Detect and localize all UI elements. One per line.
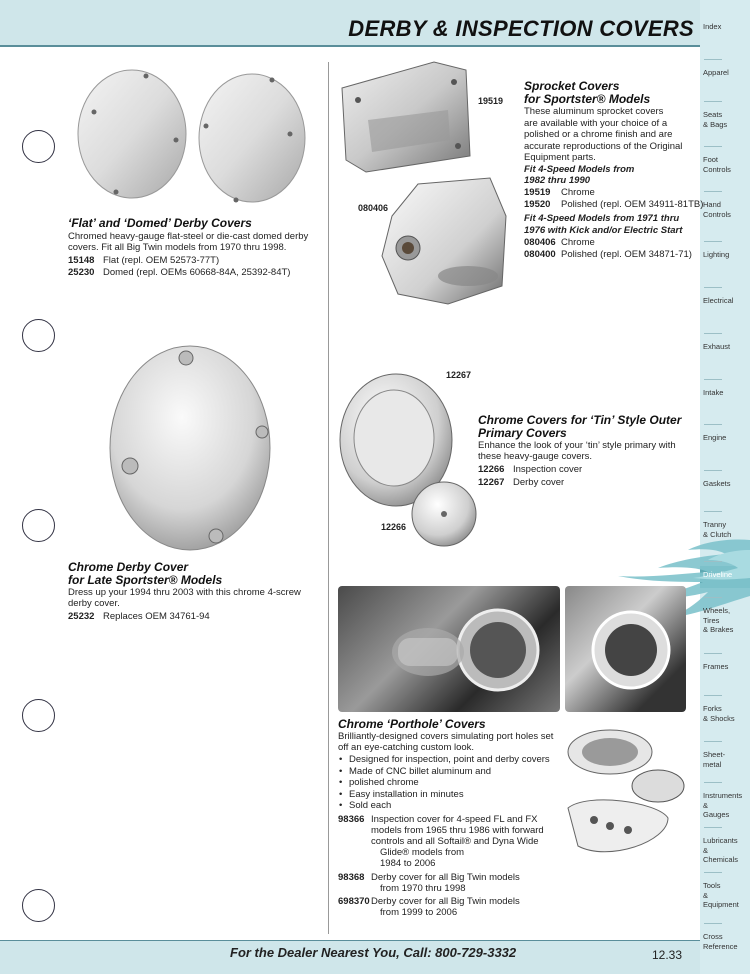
tab-divider [704,424,722,425]
image-label: 12266 [381,522,407,532]
image-label: 080406 [358,203,389,213]
tab-divider [704,827,722,828]
part-item [338,872,568,894]
sidebar-tab-label: Reference [703,941,738,951]
part-code: 98366 [338,814,365,825]
part-item: 12267 Derby cover [478,477,565,488]
tab-divider [704,287,722,288]
sidebar-tab-label: Intake [703,388,724,397]
part-desc [371,814,556,869]
sidebar-tab[interactable] [703,662,748,672]
sidebar-tab-label: Foot [703,155,719,164]
sidebar-tab-label: Apparel [703,68,729,77]
part-item: 19520 Polished (repl. OEM 34911-81TB) [524,199,704,210]
binder-hole [22,130,55,163]
image-label: 19519 [478,96,504,106]
sidebar-tab-label: & Bags [703,119,728,129]
fit-subtitle: 1976 with Kick and/or Electric Start [524,225,683,236]
sidebar-tab[interactable] [703,433,748,443]
sprocket-desc: are available with your choice of a [524,117,668,129]
porthole-desc: Brilliantly-designed covers simulating port holes set [338,731,554,742]
late-sportster-desc: Dress up your 1994 thru 2003 with this chrome 4-screw [68,587,301,598]
sidebar-tab-label: Equipment [703,900,739,909]
sidebar-tab[interactable] [703,250,748,260]
part-item: 25230 Domed (repl. OEMs 60668-84A, 25392-84T) [68,267,291,278]
late-sportster-cover-image [108,344,272,554]
late-sportster-title: for Late Sportster® Models [68,573,223,587]
sidebar-tab-label: Electrical [703,296,734,305]
part-item: 12266 Inspection cover [478,464,583,475]
tab-divider [704,653,722,654]
sidebar-tab[interactable] [703,388,748,398]
sprocket-desc: polished or a chrome finish and are [524,129,673,140]
sidebar-tab-label: Lighting [703,250,730,259]
column-divider [328,62,329,934]
flat-domed-title: ‘Flat’ and ‘Domed’ Derby Covers [68,216,252,230]
sprocket-desc: accurate reproductions of the Original [524,140,683,152]
sidebar-tab-label: Engine [703,433,727,442]
sprocket-title: Sprocket Covers [524,79,620,93]
sidebar-tab[interactable] [703,704,748,723]
sidebar-tab-label: Tires [703,615,720,625]
sidebar-tab-label: Controls [703,209,731,219]
sidebar-tab-label: & [703,800,709,810]
sidebar-tab[interactable] [703,570,748,580]
sprocket-desc: Equipment parts. [524,152,596,163]
part-item: 15148 Flat (repl. OEM 52573-77T) [68,255,220,266]
sidebar-tab-label: Index [703,22,722,31]
tab-divider [704,241,722,242]
sidebar-tab[interactable] [703,791,748,820]
sidebar-tab-label: metal [703,759,722,769]
flat-domed-covers-image [76,68,314,203]
tab-divider [704,379,722,380]
tab-divider [704,101,722,102]
porthole-desc: off an eye-catching custom look. [338,742,475,753]
image-label: 12267 [446,370,472,380]
part-desc-line: 1984 to 2006 [380,858,436,869]
porthole-covers-parts-image [548,722,688,872]
feature-bullet: • Made of CNC billet aluminum and [339,766,559,778]
sidebar-tab-label: Hand [703,200,721,209]
sidebar-tab[interactable] [703,296,748,306]
part-code: 98368 [338,872,365,883]
tab-divider [704,741,722,742]
sprocket-title: for Sportster® Models [524,92,651,106]
sidebar-tab-label: & [703,845,709,855]
tin-style-title: Primary Covers [478,426,567,440]
part-item: 080400 Polished (repl. OEM 34871-71) [524,249,692,260]
sidebar-tab[interactable] [703,22,748,32]
part-desc-line: Glide® models from [380,847,465,858]
flat-domed-desc: Chromed heavy-gauge flat-steel or die-cast domed derby [68,231,309,242]
sidebar-tab[interactable] [703,155,748,174]
late-sportster-desc: derby cover. [68,598,120,609]
sprocket-desc: These aluminum sprocket covers [524,106,664,117]
binder-hole [22,699,55,732]
part-item: 19519 Chrome [524,187,595,198]
tin-style-title: Chrome Covers for ‘Tin’ Style Outer [478,413,682,427]
sidebar-tab[interactable] [703,836,748,865]
tab-divider [704,333,722,334]
sprocket-cover-080406-image [378,176,510,306]
tab-divider [704,923,722,924]
sidebar-tab[interactable] [703,200,748,219]
tab-divider [704,695,722,696]
sidebar-tab-label: Wheels, [703,606,731,615]
sidebar-tab[interactable] [703,479,748,489]
part-desc-line: Derby cover for all Big Twin models [371,872,520,883]
sidebar-tab[interactable] [703,520,748,539]
dealer-phone-text: For the Dealer Nearest You, Call: 800-729-3332 [230,945,517,960]
feature-bullet: • Designed for inspection, point and derby covers [339,754,559,766]
sidebar-tab-label: Cross [703,932,723,941]
sidebar-tab[interactable] [703,932,748,951]
sidebar-tab-label: Tranny [703,520,727,529]
sidebar-tab-label: Driveline [703,570,733,579]
sidebar-tab-label: Gauges [703,810,730,819]
porthole-closeup-photo [565,586,686,712]
feature-bullet: • Easy installation in minutes [339,789,559,801]
tab-divider [704,59,722,60]
tab-divider [704,191,722,192]
sidebar-tab-label: & Brakes [703,625,734,634]
page-number: 12.33 [652,948,683,962]
tab-divider [704,597,722,598]
page-title: DERBY & INSPECTION COVERS [348,16,694,41]
fit-subtitle: 1982 thru 1990 [524,175,591,186]
part-desc [371,872,556,894]
feature-bullet-continued: • polished chrome [339,777,559,789]
sidebar-tab-label: Lubricants [703,836,738,845]
feature-bullet: • Sold each [339,800,559,812]
sidebar-tab-label: & Shocks [703,713,735,723]
sidebar-tab[interactable] [703,881,748,910]
sidebar-tab-label: Controls [703,164,731,174]
sidebar-tab-label: Exhaust [703,342,731,351]
part-code: 698370 [338,896,370,907]
porthole-engine-photo [338,586,560,712]
tab-divider [704,511,722,512]
sidebar-tab-label: Chemicals [703,855,739,864]
part-desc-line: from 1999 to 2006 [380,907,458,918]
part-item: 25232 Replaces OEM 34761-94 [68,611,210,622]
part-item: 080406 Chrome [524,237,595,248]
porthole-title: Chrome ‘Porthole’ Covers [338,717,486,731]
sidebar-tab[interactable] [703,342,748,352]
binder-hole [22,509,55,542]
part-desc-line: models from 1965 thru 1986 with forward [371,825,544,836]
sidebar-tab-label: Sheet- [703,750,726,759]
tin-style-desc: Enhance the look of your ‘tin’ style primary with [478,440,676,451]
sidebar-tab[interactable] [703,68,748,78]
part-desc-line: controls and all Softail® and Dyna Wide [371,836,539,847]
sidebar-tab[interactable] [703,606,748,635]
flat-domed-desc: covers. Fit all Big Twin models from 1970 thru 1998. [68,242,287,253]
tab-divider [704,470,722,471]
part-desc-line: from 1970 thru 1998 [380,883,466,894]
sidebar-tab[interactable] [703,110,748,129]
tab-divider [704,146,722,147]
sidebar-tab-label: Seats [703,110,723,119]
sidebar-tab-label: Frames [703,662,729,671]
part-desc-line: Derby cover for all Big Twin models [371,896,520,907]
sidebar-tab[interactable] [703,750,748,769]
sidebar-tab-label: Gaskets [703,479,731,488]
sidebar-tab-label: & Clutch [703,529,732,539]
sidebar-tab-label: & [703,890,709,900]
sidebar-tab-label: Forks [703,704,722,713]
part-item [338,896,568,918]
sprocket-cover-19519-image [338,60,473,175]
porthole-features-list [339,754,559,812]
part-desc [371,896,556,918]
fit-subtitle: Fit 4-Speed Models from [524,164,635,175]
late-sportster-title: Chrome Derby Cover [68,560,189,574]
tin-style-covers-image [338,368,478,550]
tab-divider [704,561,722,562]
tab-divider [704,872,722,873]
sidebar-tab-label: Tools [703,881,721,890]
sidebar-tab-label: Instruments [703,791,743,800]
binder-hole [22,319,55,352]
fit-subtitle: Fit 4-Speed Models from 1971 thru [524,213,680,224]
part-item [338,814,568,869]
part-desc-line: Inspection cover for 4-speed FL and FX [371,814,538,825]
binder-hole [22,889,55,922]
tin-style-desc: these heavy-gauge covers. [478,451,593,462]
tab-divider [704,782,722,783]
